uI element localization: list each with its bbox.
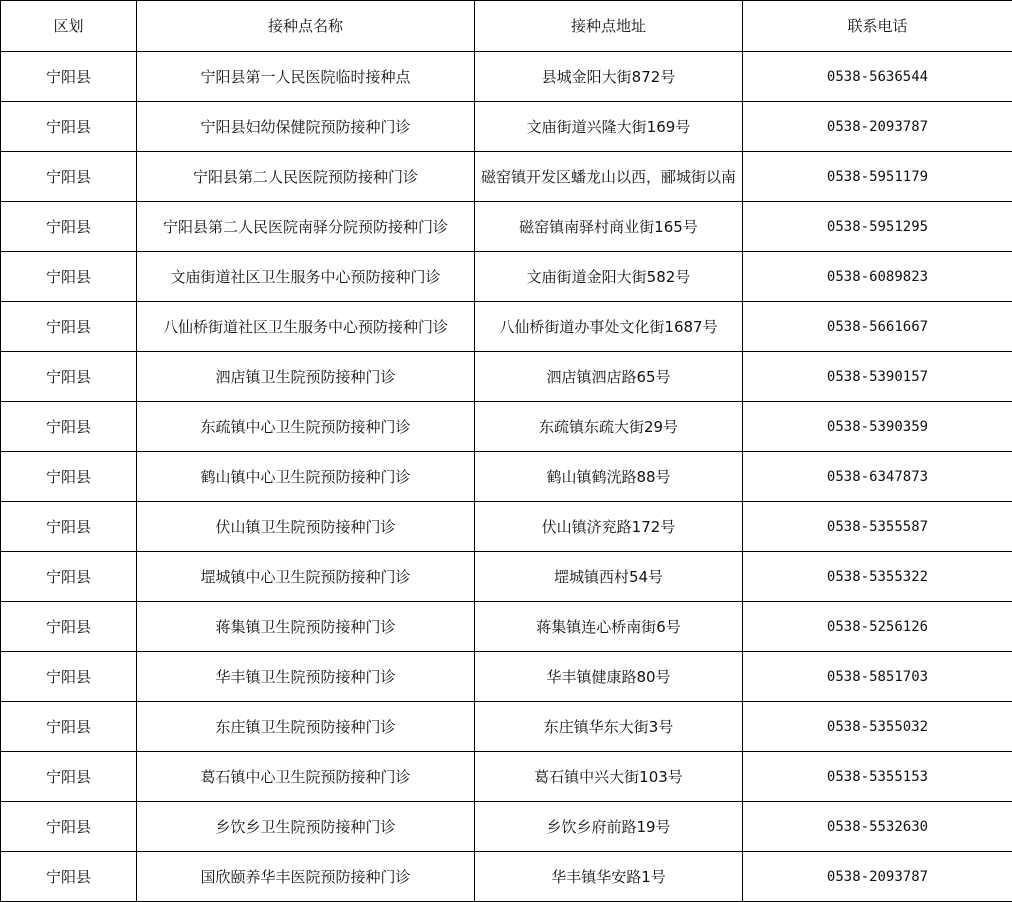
cell-site-name: 八仙桥街道社区卫生服务中心预防接种门诊 <box>137 302 475 352</box>
cell-site-name: 东庄镇卫生院预防接种门诊 <box>137 702 475 752</box>
cell-site-name: 宁阳县第一人民医院临时接种点 <box>137 52 475 102</box>
cell-site-address: 磁窑镇开发区蟠龙山以西，郦城街以南 <box>475 152 743 202</box>
cell-phone: 0538-5256126 <box>743 602 1012 652</box>
cell-site-name: 伏山镇卫生院预防接种门诊 <box>137 502 475 552</box>
cell-site-name: 乡饮乡卫生院预防接种门诊 <box>137 802 475 852</box>
cell-site-name: 宁阳县第二人民医院预防接种门诊 <box>137 152 475 202</box>
table-row <box>1 152 1012 202</box>
table-body <box>1 52 1012 902</box>
cell-phone: 0538-5390359 <box>743 402 1012 452</box>
cell-site-address: 磁窑镇南驿村商业街165号 <box>475 202 743 252</box>
table-row <box>1 402 1012 452</box>
table-row <box>1 702 1012 752</box>
cell-district: 宁阳县 <box>1 302 137 352</box>
cell-phone: 0538-5532630 <box>743 802 1012 852</box>
table-row <box>1 502 1012 552</box>
table-row <box>1 352 1012 402</box>
cell-site-name: 文庙街道社区卫生服务中心预防接种门诊 <box>137 252 475 302</box>
cell-site-address: 文庙街道金阳大街582号 <box>475 252 743 302</box>
table-row <box>1 652 1012 702</box>
cell-site-address: 鹤山镇鹤洸路88号 <box>475 452 743 502</box>
cell-site-address: 县城金阳大街872号 <box>475 52 743 102</box>
cell-phone: 0538-6347873 <box>743 452 1012 502</box>
cell-site-name: 宁阳县妇幼保健院预防接种门诊 <box>137 102 475 152</box>
cell-site-name: 华丰镇卫生院预防接种门诊 <box>137 652 475 702</box>
table-row <box>1 202 1012 252</box>
table-row <box>1 452 1012 502</box>
cell-phone: 0538-5636544 <box>743 52 1012 102</box>
cell-site-name: 泗店镇卫生院预防接种门诊 <box>137 352 475 402</box>
cell-district: 宁阳县 <box>1 452 137 502</box>
table-row <box>1 302 1012 352</box>
cell-district: 宁阳县 <box>1 52 137 102</box>
cell-site-name: 国欣颐养华丰医院预防接种门诊 <box>137 852 475 902</box>
cell-district: 宁阳县 <box>1 802 137 852</box>
cell-phone: 0538-5851703 <box>743 652 1012 702</box>
cell-site-address: 蒋集镇连心桥南街6号 <box>475 602 743 652</box>
table-header <box>1 1 1012 52</box>
cell-district: 宁阳县 <box>1 852 137 902</box>
cell-site-name: 宁阳县第二人民医院南驿分院预防接种门诊 <box>137 202 475 252</box>
cell-district: 宁阳县 <box>1 502 137 552</box>
cell-site-address: 华丰镇华安路1号 <box>475 852 743 902</box>
cell-site-address: 文庙街道兴隆大街169号 <box>475 102 743 152</box>
cell-phone: 0538-2093787 <box>743 102 1012 152</box>
table-row <box>1 852 1012 902</box>
header-site-address: 接种点地址 <box>475 1 743 52</box>
cell-district: 宁阳县 <box>1 552 137 602</box>
cell-district: 宁阳县 <box>1 152 137 202</box>
table-row <box>1 752 1012 802</box>
cell-site-address: 堽城镇西村54号 <box>475 552 743 602</box>
cell-site-address: 东庄镇华东大街3号 <box>475 702 743 752</box>
header-phone: 联系电话 <box>743 1 1012 52</box>
cell-phone: 0538-2093787 <box>743 852 1012 902</box>
cell-site-address: 八仙桥街道办事处文化街1687号 <box>475 302 743 352</box>
cell-district: 宁阳县 <box>1 702 137 752</box>
cell-district: 宁阳县 <box>1 402 137 452</box>
cell-district: 宁阳县 <box>1 202 137 252</box>
cell-phone: 0538-5951295 <box>743 202 1012 252</box>
cell-district: 宁阳县 <box>1 102 137 152</box>
cell-district: 宁阳县 <box>1 352 137 402</box>
cell-phone: 0538-5355153 <box>743 752 1012 802</box>
cell-site-address: 泗店镇泗店路65号 <box>475 352 743 402</box>
cell-site-name: 东疏镇中心卫生院预防接种门诊 <box>137 402 475 452</box>
cell-phone: 0538-6089823 <box>743 252 1012 302</box>
cell-district: 宁阳县 <box>1 252 137 302</box>
table-row <box>1 252 1012 302</box>
cell-site-name: 堽城镇中心卫生院预防接种门诊 <box>137 552 475 602</box>
cell-site-address: 葛石镇中兴大街103号 <box>475 752 743 802</box>
cell-district: 宁阳县 <box>1 652 137 702</box>
cell-site-name: 鹤山镇中心卫生院预防接种门诊 <box>137 452 475 502</box>
cell-phone: 0538-5355032 <box>743 702 1012 752</box>
cell-phone: 0538-5390157 <box>743 352 1012 402</box>
cell-site-name: 葛石镇中心卫生院预防接种门诊 <box>137 752 475 802</box>
table-row <box>1 802 1012 852</box>
table-row <box>1 102 1012 152</box>
header-row <box>1 1 1012 52</box>
cell-phone: 0538-5355587 <box>743 502 1012 552</box>
table-row <box>1 52 1012 102</box>
cell-site-address: 东疏镇东疏大街29号 <box>475 402 743 452</box>
header-site-name: 接种点名称 <box>137 1 475 52</box>
cell-site-address: 乡饮乡府前路19号 <box>475 802 743 852</box>
table-row <box>1 552 1012 602</box>
cell-site-name: 蒋集镇卫生院预防接种门诊 <box>137 602 475 652</box>
table-row <box>1 602 1012 652</box>
cell-site-address: 华丰镇健康路80号 <box>475 652 743 702</box>
cell-district: 宁阳县 <box>1 752 137 802</box>
header-district: 区划 <box>1 1 137 52</box>
cell-site-address: 伏山镇济兖路172号 <box>475 502 743 552</box>
cell-phone: 0538-5661667 <box>743 302 1012 352</box>
cell-district: 宁阳县 <box>1 602 137 652</box>
cell-phone: 0538-5951179 <box>743 152 1012 202</box>
cell-phone: 0538-5355322 <box>743 552 1012 602</box>
